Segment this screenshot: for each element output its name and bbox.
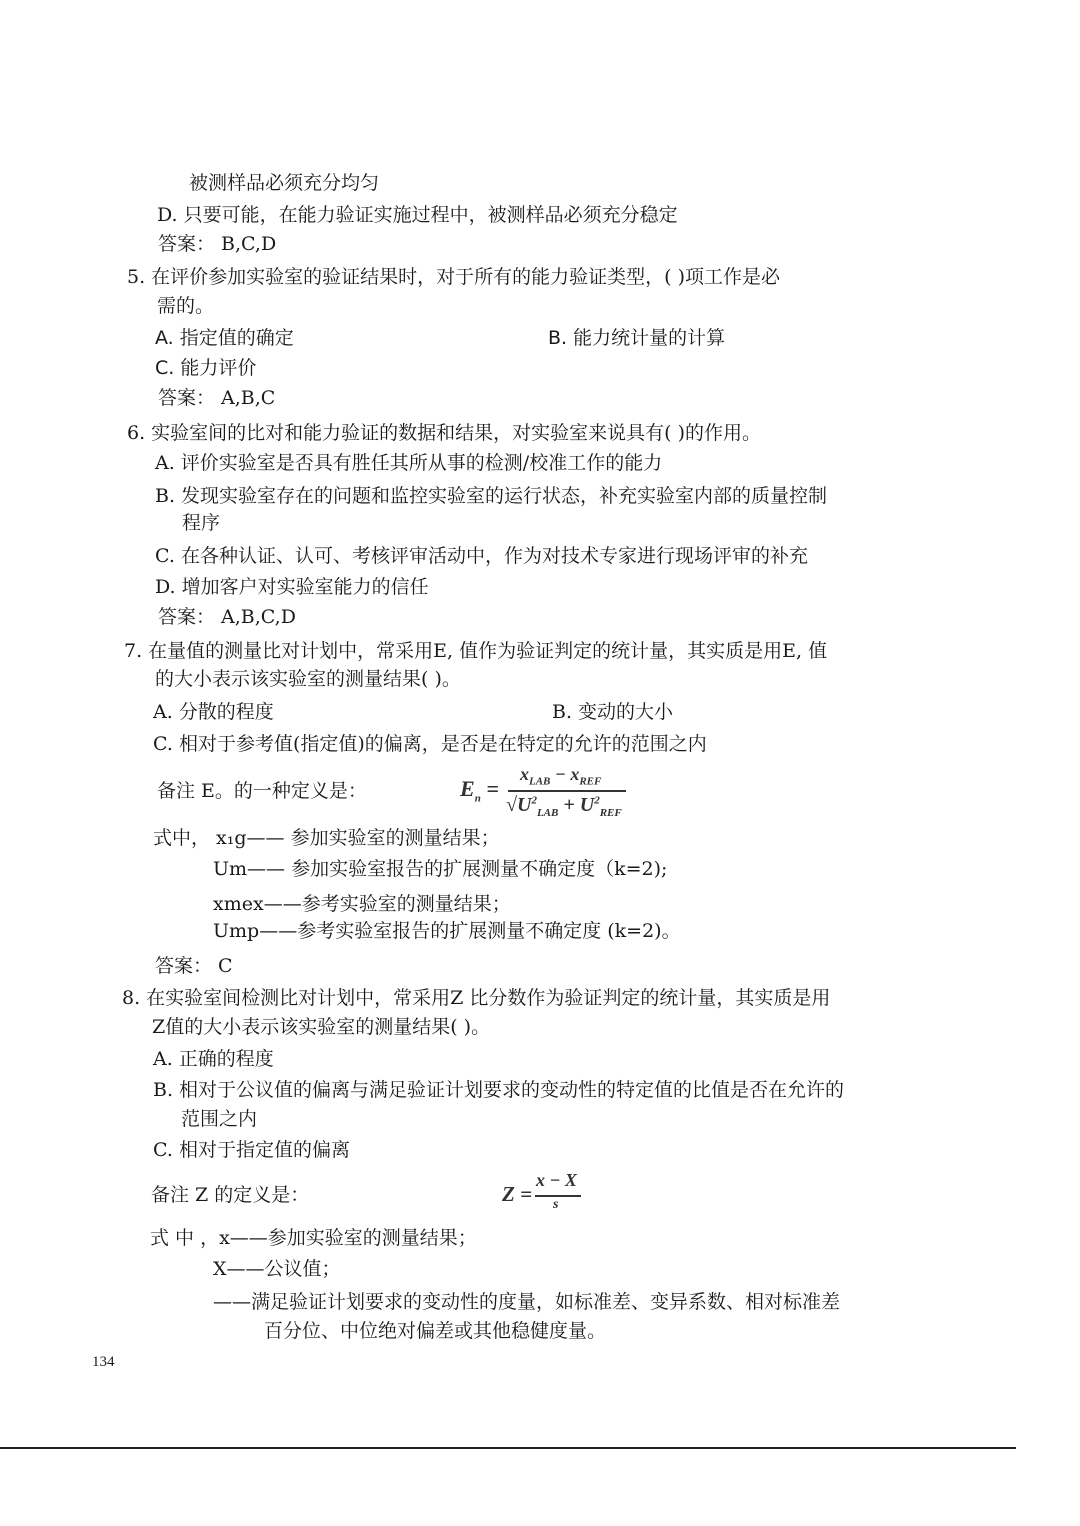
- text-line: 的大小表示该实验室的测量结果( )。: [155, 668, 461, 690]
- option-b: B. 发现实验室存在的问题和监控实验室的运行状态，补充实验室内部的质量控制: [155, 485, 828, 507]
- text-line: Um—— 参加实验室报告的扩展测量不确定度（k=2);: [213, 858, 668, 880]
- text-line: 式中， x₁g—— 参加实验室的测量结果；: [153, 827, 500, 849]
- text-line: D. 只要可能，在能力验证实施过程中，被测样品必须充分稳定: [157, 204, 678, 226]
- question-7: 7. 在量值的测量比对计划中，常采用E, 值作为验证判定的统计量，其实质是用E, 值: [124, 640, 828, 662]
- option-a: A. 正确的程度: [153, 1048, 274, 1070]
- text-line: Z值的大小表示该实验室的测量结果( )。: [152, 1016, 491, 1038]
- option-c: C. 相对于参考值(指定值)的偏离，是否是在特定的允许的范围之内: [153, 733, 707, 755]
- note-line: 备注 E。的一种定义是：: [157, 780, 367, 802]
- question-5: 5. 在评价参加实验室的验证结果时，对于所有的能力验证类型，( )项工作是必: [127, 266, 781, 288]
- option-a: A. 分散的程度: [153, 701, 274, 723]
- text-line: 被测样品必须充分均匀: [189, 172, 380, 194]
- question-6: 6. 实验室间的比对和能力验证的数据和结果，对实验室来说具有( )的作用。: [127, 422, 762, 444]
- text-line: 式 中 ，x——参加实验室的测量结果；: [150, 1227, 477, 1249]
- answer-line: 答案： A,B,C,D: [158, 606, 296, 628]
- answer-line: 答案： A,B,C: [158, 387, 276, 409]
- option-c: C. 相对于指定值的偏离: [153, 1139, 350, 1161]
- page-number: 134: [92, 1354, 115, 1370]
- option-b: B. 变动的大小: [552, 701, 674, 723]
- option-c: C. 能力评价: [155, 357, 257, 379]
- text-line: 需的。: [157, 295, 215, 317]
- text-line: xmex——参考实验室的测量结果；: [213, 893, 511, 915]
- answer-line: 答案： C: [155, 955, 233, 977]
- option-b: B. 能力统计量的计算: [548, 327, 726, 349]
- option-a: A. 评价实验室是否具有胜任其所从事的检测/校准工作的能力: [155, 452, 663, 474]
- text-line: Ump——参考实验室报告的扩展测量不确定度 (k=2)。: [213, 920, 681, 942]
- option-a: A. 指定值的确定: [155, 327, 294, 349]
- text-line: 百分位、中位绝对偏差或其他稳健度量。: [264, 1320, 607, 1342]
- text-line: X——公议值；: [213, 1258, 341, 1280]
- text-line: ——满足验证计划要求的变动性的度量，如标准差、变异系数、相对标准差: [213, 1291, 841, 1313]
- text-line: 范围之内: [181, 1108, 258, 1130]
- option-b: B. 相对于公议值的偏离与满足验证计划要求的变动性的特定值的比值是否在允许的: [153, 1079, 845, 1101]
- question-8: 8. 在实验室间检测比对计划中，常采用Z 比分数作为验证判定的统计量，其实质是用: [122, 987, 831, 1009]
- text-line: 程序: [182, 512, 221, 534]
- footer-rule: [0, 1447, 1016, 1449]
- note-line: 备注 Z 的定义是：: [151, 1184, 310, 1206]
- option-d: D. 增加客户对实验室能力的信任: [155, 576, 429, 598]
- answer-line: 答案： B,C,D: [158, 233, 277, 255]
- option-c: C. 在各种认证、认可、考核评审活动中，作为对技术专家进行现场评审的补充: [155, 545, 808, 567]
